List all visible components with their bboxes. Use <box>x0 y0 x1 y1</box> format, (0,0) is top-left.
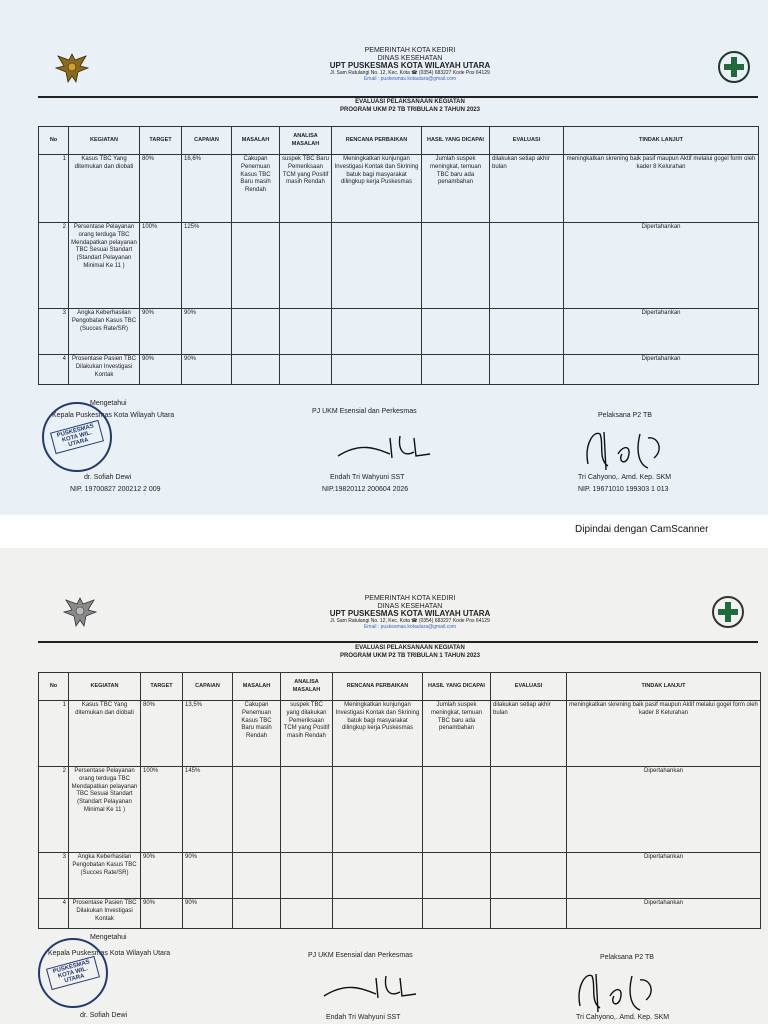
col-header: EVALUASI <box>490 127 564 155</box>
cell-capaian: 90% <box>182 355 232 385</box>
cell-capaian: 125% <box>182 223 232 309</box>
cell-analisa <box>281 899 333 929</box>
pj-nip: NIP.19820112 200604 2026 <box>322 486 409 493</box>
cell-no: 3 <box>39 853 69 899</box>
cell-rencana: Meningkatkan kunjungan Investigasi Kontak dan Skrining batuk bagi masyarakat dilingkup kerja Puskesmas <box>333 701 423 767</box>
pelaksana-title: Pelaksana P2 TB <box>598 412 652 419</box>
cell-masalah: Cakupan Penemuan Kasus TBC Baru masih Rendah <box>232 155 280 223</box>
cell-kegiatan: Kasus TBC Yang ditemukan dan diobati <box>69 155 140 223</box>
cell-evaluasi <box>490 355 564 385</box>
table-header <box>39 673 761 701</box>
cell-masalah <box>233 853 281 899</box>
col-header: EVALUASI <box>491 673 567 701</box>
cell-tindak-lanjut: Dipertahankan <box>564 355 759 385</box>
kepala-title: Kepala Puskesmas Kota Wilayah Utara <box>48 950 171 957</box>
mengetahui-label: Mengetahui <box>90 934 127 941</box>
cell-tindak-lanjut: Dipertahankan <box>564 223 759 309</box>
cell-rencana: Meningkatkan kunjungan Investigasi Kontak dan Skrining batuk bagi masyarakat dilingkup kerja Puskesmas <box>332 155 422 223</box>
address: Jl. Sam Ratulangi No. 12, Kec. Kota ☎ (0354) 683227 Kode Pos 64129 <box>330 618 490 625</box>
stamp-text: PUSKESMAS KOTA WIL. UTARA <box>46 956 100 990</box>
cell-analisa <box>281 853 333 899</box>
cell-no: 3 <box>39 309 69 355</box>
cell-kegiatan: Persentase Pelayanan orang terduga TBC Mendapatkan pelayanan TBC Sesuai Standart (Standart Pelayanan Minimal Ke 11 ) <box>69 767 141 853</box>
pelaksana-signature <box>578 424 678 476</box>
cell-target: 90% <box>140 355 182 385</box>
cell-no: 4 <box>39 899 69 929</box>
letterhead <box>200 47 620 82</box>
cell-target: 90% <box>140 309 182 355</box>
unit-name: UPT PUSKESMAS KOTA WILAYAH UTARA <box>329 609 491 619</box>
cell-hasil <box>423 853 491 899</box>
kepala-title: Kepala Puskesmas Kota Wilayah Utara <box>52 412 175 419</box>
official-stamp <box>42 402 112 472</box>
col-header: No <box>39 127 69 155</box>
col-header: RENCANA PERBAIKAN <box>332 127 422 155</box>
doc-title <box>200 98 620 115</box>
health-cross-icon <box>712 596 744 628</box>
official-stamp <box>38 938 108 1008</box>
scanned-page-2 <box>0 548 768 1024</box>
email: Email : puskesmas.kotautara@gmail.com <box>363 623 457 630</box>
cell-hasil: Jumlah suspek meningkat, temuan TBC baru ada penambahan <box>422 155 490 223</box>
table-row <box>39 309 759 355</box>
cell-tindak-lanjut: Dipertahankan <box>567 899 761 929</box>
pj-name: Endah Tri Wahyuni SST <box>330 474 405 481</box>
col-header: TINDAK LANJUT <box>567 673 761 701</box>
cell-analisa: suspek TBC Baru Pemeriksaan TCM yang Positif masih Rendah <box>280 155 332 223</box>
gov-name: PEMERINTAH KOTA KEDIRI <box>364 595 456 602</box>
cell-kegiatan: Kasus TBC Yang ditemukan dan diobati <box>69 701 141 767</box>
cell-target: 80% <box>141 701 183 767</box>
col-header: HASIL YANG DICAPAI <box>423 673 491 701</box>
table-row <box>39 853 761 899</box>
cell-target: 90% <box>141 899 183 929</box>
cell-tindak-lanjut: meningkatkan skrening baik pasif maupun Aktif melalui gogel form oleh kader 8 Kelurahan <box>564 155 759 223</box>
kepala-nip: NIP. 19700827 200212 2 009 <box>70 486 161 493</box>
col-header: ANALISA MASALAH <box>280 127 332 155</box>
cell-capaian: 145% <box>183 767 233 853</box>
cell-masalah <box>232 309 280 355</box>
kepala-name: dr. Sofiah Dewi <box>80 1012 128 1019</box>
cell-rencana <box>332 309 422 355</box>
cell-no: 1 <box>39 701 69 767</box>
title-line-2: PROGRAM UKM P2 TB TRIBULAN 1 TAHUN 2023 <box>340 653 480 660</box>
col-header: CAPAIAN <box>182 127 232 155</box>
cell-hasil <box>423 767 491 853</box>
cell-hasil <box>422 355 490 385</box>
stamp-text: PUSKESMAS KOTA WIL. UTARA <box>50 420 104 454</box>
cell-kegiatan: Prosentase Pasien TBC Dilakukan Investigasi Kontak <box>69 355 140 385</box>
cell-evaluasi <box>491 767 567 853</box>
letterhead <box>200 595 620 630</box>
garuda-emblem-icon <box>52 50 92 86</box>
cell-rencana <box>332 223 422 309</box>
pelaksana-signature <box>570 966 670 1018</box>
cell-tindak-lanjut: meningkatkan skrening baik pasif maupun Aktif melalui gogel form oleh kader 8 Kelurahan <box>567 701 761 767</box>
cell-capaian: 90% <box>182 309 232 355</box>
col-header: ANALISA MASALAH <box>281 673 333 701</box>
cell-kegiatan: Angka Keberhasilan Pengobatan Kasus TBC (Succes Rate/SR) <box>69 853 141 899</box>
cell-rencana <box>333 899 423 929</box>
cell-kegiatan: Persentase Pelayanan orang terduga TBC Mendapatkan pelayanan TBC Sesuai Standart (Standart Pelayanan Minimal Ke 11 ) <box>69 223 140 309</box>
cell-masalah <box>232 223 280 309</box>
table-row <box>39 155 759 223</box>
cell-capaian: 90% <box>183 853 233 899</box>
cell-tindak-lanjut: Dipertahankan <box>564 309 759 355</box>
table-row <box>39 899 761 929</box>
cell-analisa <box>280 355 332 385</box>
cell-tindak-lanjut: Dipertahankan <box>567 853 761 899</box>
cell-masalah <box>233 899 281 929</box>
pj-signature <box>316 968 426 1008</box>
cell-no: 2 <box>39 767 69 853</box>
cell-kegiatan: Angka Keberhasilan Pengobatan Kasus TBC (Succes Rate/SR) <box>69 309 140 355</box>
col-header: HASIL YANG DICAPAI <box>422 127 490 155</box>
cell-evaluasi <box>490 309 564 355</box>
cell-rencana <box>332 355 422 385</box>
cell-hasil <box>422 309 490 355</box>
evaluation-table <box>38 126 759 385</box>
pj-name: Endah Tri Wahyuni SST <box>326 1014 401 1021</box>
cell-target: 80% <box>140 155 182 223</box>
cell-capaian: 90% <box>183 899 233 929</box>
title-line-1: EVALUASI PELAKSANAAN KEGIATAN <box>355 645 465 651</box>
col-header: CAPAIAN <box>183 673 233 701</box>
col-header: KEGIATAN <box>69 127 140 155</box>
cell-target: 90% <box>141 853 183 899</box>
cell-masalah <box>232 355 280 385</box>
table-row <box>39 701 761 767</box>
evaluation-table <box>38 672 761 929</box>
cell-evaluasi <box>491 899 567 929</box>
cell-analisa: suspek TBC yang dilakukan Pemeriksaan TCM yang Positif masih Rendah <box>281 701 333 767</box>
doc-title <box>200 644 620 661</box>
health-cross-icon <box>718 51 750 83</box>
title-line-1: EVALUASI PELAKSANAAN KEGIATAN <box>355 99 465 105</box>
cell-analisa <box>280 309 332 355</box>
col-header: KEGIATAN <box>69 673 141 701</box>
cell-target: 100% <box>140 223 182 309</box>
mengetahui-label: Mengetahui <box>90 400 127 407</box>
col-header: RENCANA PERBAIKAN <box>333 673 423 701</box>
cell-evaluasi <box>491 853 567 899</box>
cell-rencana <box>333 853 423 899</box>
table-row <box>39 223 759 309</box>
cell-no: 2 <box>39 223 69 309</box>
col-header: TARGET <box>141 673 183 701</box>
cell-no: 4 <box>39 355 69 385</box>
cell-no: 1 <box>39 155 69 223</box>
garuda-emblem-icon <box>60 594 100 630</box>
pj-title: PJ UKM Esensial dan Perkesmas <box>312 408 417 415</box>
cell-analisa <box>281 767 333 853</box>
cell-tindak-lanjut: Dipertahankan <box>567 767 761 853</box>
col-header: No <box>39 673 69 701</box>
email: Email : puskesmas.kotautara@gmail.com <box>363 75 457 82</box>
cell-capaian: 16,6% <box>182 155 232 223</box>
pelaksana-name: Tri Cahyono,. Amd. Kep. SKM <box>578 474 672 481</box>
cell-rencana <box>333 767 423 853</box>
col-header: TINDAK LANJUT <box>564 127 759 155</box>
address: Jl. Sam Ratulangi No. 12, Kec. Kota ☎ (0354) 683227 Kode Pos 64129 <box>330 70 490 77</box>
cell-hasil <box>422 223 490 309</box>
pj-title: PJ UKM Esensial dan Perkesmas <box>308 952 413 959</box>
cell-masalah <box>233 767 281 853</box>
table-header <box>39 127 759 155</box>
cell-masalah: Cakupan Penemuan Kasus TBC Baru masih Rendah <box>233 701 281 767</box>
cell-evaluasi: dilakukan setiap akhir bulan <box>490 155 564 223</box>
cell-evaluasi: dilakukan setiap akhir bulan <box>491 701 567 767</box>
table-row <box>39 767 761 853</box>
kepala-name: dr. Sofiah Dewi <box>84 474 132 481</box>
cell-target: 100% <box>141 767 183 853</box>
cell-hasil: Jumlah suspek meningkat, temuan TBC baru ada penambahan <box>423 701 491 767</box>
table-row <box>39 355 759 385</box>
dept-name: DINAS KESEHATAN <box>377 54 443 62</box>
cell-evaluasi <box>490 223 564 309</box>
dept-name: DINAS KESEHATAN <box>377 602 443 610</box>
cell-capaian: 13,5% <box>183 701 233 767</box>
pj-signature <box>330 428 440 468</box>
pelaksana-name: Tri Cahyono,. Amd. Kep. SKM <box>576 1014 670 1021</box>
scanner-watermark: Dipindai dengan CamScanner <box>575 524 709 535</box>
pelaksana-nip: NIP. 19671010 199303 1 013 <box>578 486 669 493</box>
gov-name: PEMERINTAH KOTA KEDIRI <box>364 47 456 54</box>
cell-hasil <box>423 899 491 929</box>
col-header: MASALAH <box>233 673 281 701</box>
col-header: MASALAH <box>232 127 280 155</box>
cell-kegiatan: Prosentase Pasien TBC Dilakukan Investigasi Kontak <box>69 899 141 929</box>
pelaksana-title: Pelaksana P2 TB <box>600 954 654 961</box>
header-rule <box>38 641 758 643</box>
cell-analisa <box>280 223 332 309</box>
col-header: TARGET <box>140 127 182 155</box>
title-line-2: PROGRAM UKM P2 TB TRIBULAN 2 TAHUN 2023 <box>340 107 480 114</box>
unit-name: UPT PUSKESMAS KOTA WILAYAH UTARA <box>329 61 491 71</box>
